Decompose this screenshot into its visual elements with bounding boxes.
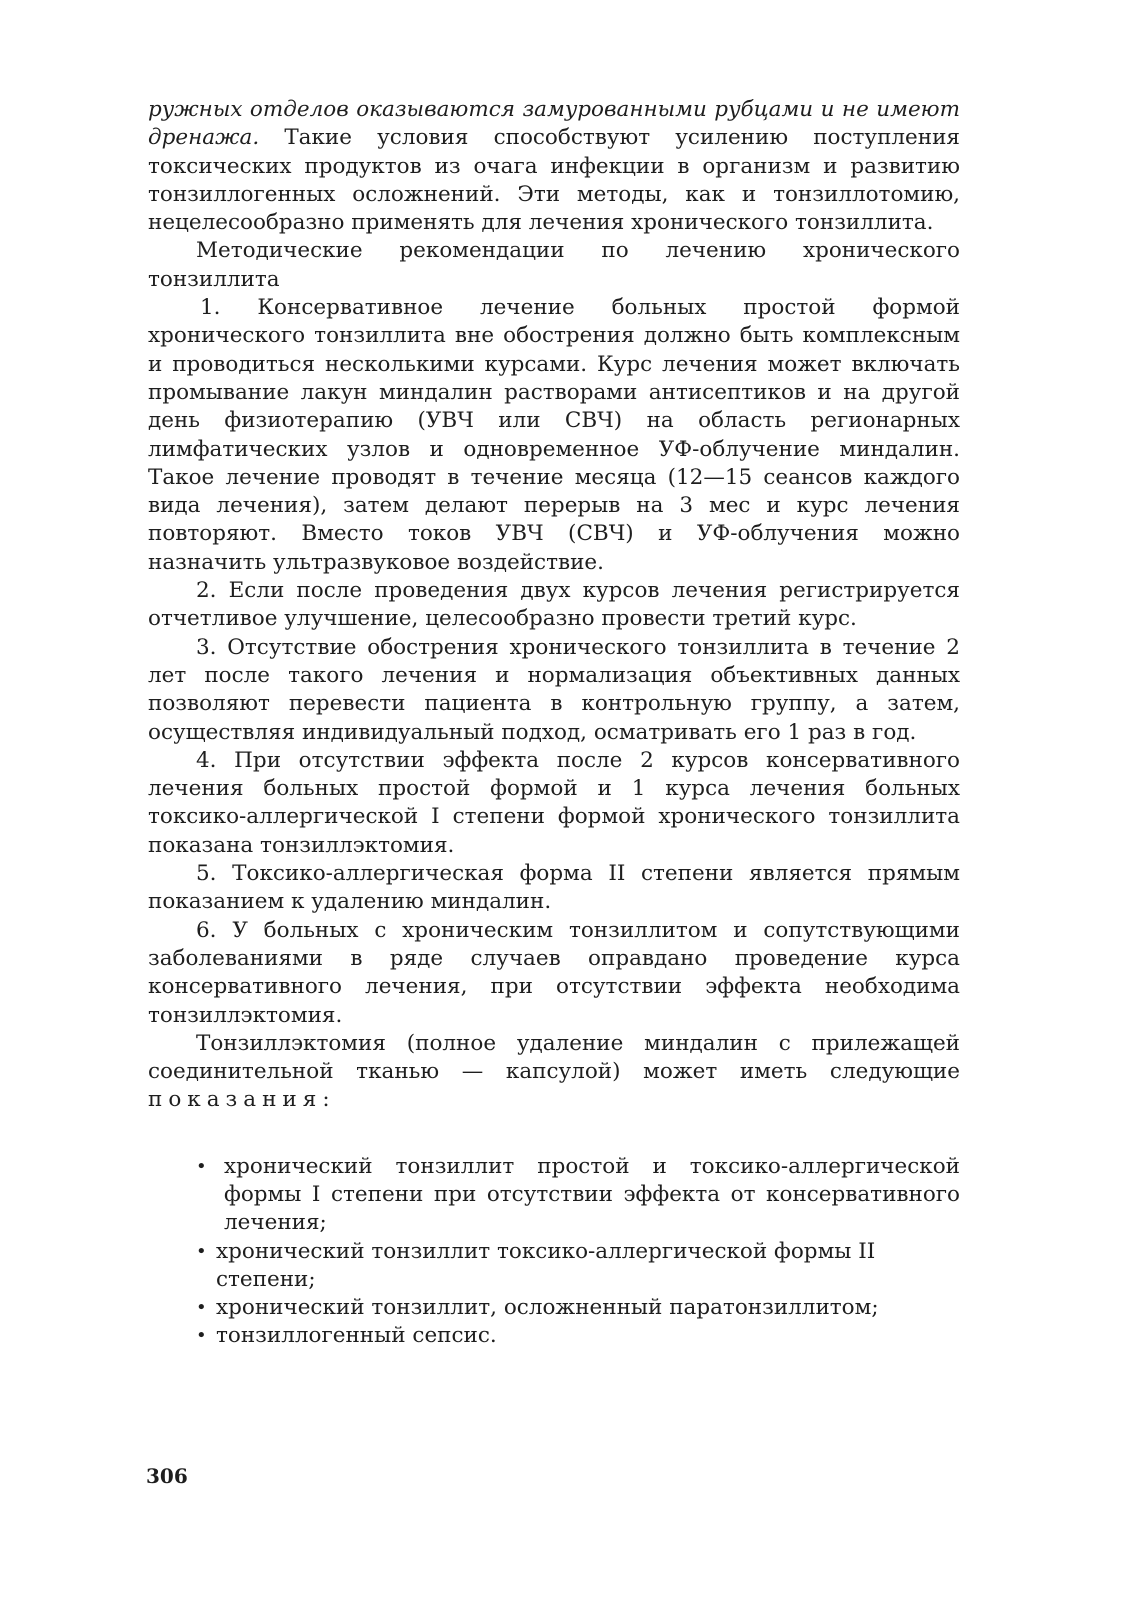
recommendation-item-4: 4. При отсутствии эффекта после 2 курсов консервативного лечения больных простой формой и 1 курса лечения больных токсико-аллергической I степени формой хронического тонзиллита показана тонзиллэктомия. (148, 747, 960, 858)
recommendation-item-5: 5. Токсико-аллергическая форма II степени является прямым показанием к удалению миндалин. (148, 861, 960, 915)
list-item (196, 1153, 960, 1238)
list-item (196, 1322, 960, 1350)
list-item (196, 1294, 960, 1322)
tonsillectomy-text: Тонзиллэктомия (полное удаление миндалин с прилежащей соединительной тканью — капсулой) может иметь следующие (148, 1030, 960, 1085)
indication-text: хронический тонзиллит токсико-аллергической формы II степени; (216, 1238, 876, 1292)
recommendation-item-2: 2. Если после проведения двух курсов лечения регистрируется отчетливое улучшение, целесообразно провести третий курс. (148, 578, 960, 632)
bullet-icon: • (196, 1240, 207, 1262)
bullet-icon: • (196, 1297, 207, 1319)
bullet-icon: • (196, 1155, 207, 1177)
recommendation-item-3: 3. Отсутствие обострения хронического тонзиллита в течение 2 лет после такого лечения и нормализация объективных данных позволяют перевести пациента в контрольную группу, а затем, осуществляя индивидуальный подход, осматривать его 1 раз в год. (148, 634, 960, 745)
page-number: 306 (146, 1464, 188, 1488)
recommendation-item-6: 6. У больных с хроническим тонзиллитом и сопутствующими заболеваниями в ряде случаев оправдано проведение курса консервативного лечения, при отсутствии эффекта необходима тонзиллэктомия. (148, 917, 960, 1028)
bullet-icon: • (196, 1325, 207, 1347)
indications-word: показания (148, 1087, 323, 1113)
recommendation-item-1: 1. Консервативное лечение больных простой формой хронического тонзиллита вне обострения должно быть комплексным и проводиться несколькими курсами. Курс лечения может включать промывание лакун миндалин растворами антисептиков и на другой день физиотерапию (УВЧ или СВЧ) на область регионарных лимфатических узлов и одновременное УФ-облучение миндалин. Такое лечение проводят в течение месяца (12—15 сеансов каждого вида лечения), затем делают перерыв на 3 мес и курс лечения повторяют. Вместо токов УВЧ (СВЧ) и УФ-облучения можно назначить ультразвуковое воздействие. (148, 295, 960, 575)
indication-text: тонзиллогенный сепсис. (216, 1323, 497, 1349)
indication-text: хронический тонзиллит простой и токсико-аллергической формы I степени при отсутствии эффекта от консервативного лечения; (224, 1153, 960, 1236)
recommendations-heading: Методические рекомендации по лечению хронического тонзиллита (148, 238, 960, 292)
tonsillectomy-paragraph (148, 1030, 960, 1115)
indication-text: хронический тонзиллит, осложненный паратонзиллитом; (216, 1295, 879, 1321)
opening-text: Такие условия способствуют усилению поступления токсических продуктов из очага инфекции в организм и развитию тонзиллогенных осложнений. Эти методы, как и тонзиллотомию, нецелесообразно применять для лечения хронического тонзиллита. (148, 125, 960, 236)
indications-colon: : (322, 1087, 330, 1113)
list-item (196, 1238, 960, 1295)
indications-list (148, 1153, 960, 1351)
page-body (148, 96, 960, 1351)
opening-paragraph (148, 96, 960, 237)
opening-italic-text: ружных отделов оказываются замурованными рубцами и не имеют дренажа. (148, 97, 960, 151)
